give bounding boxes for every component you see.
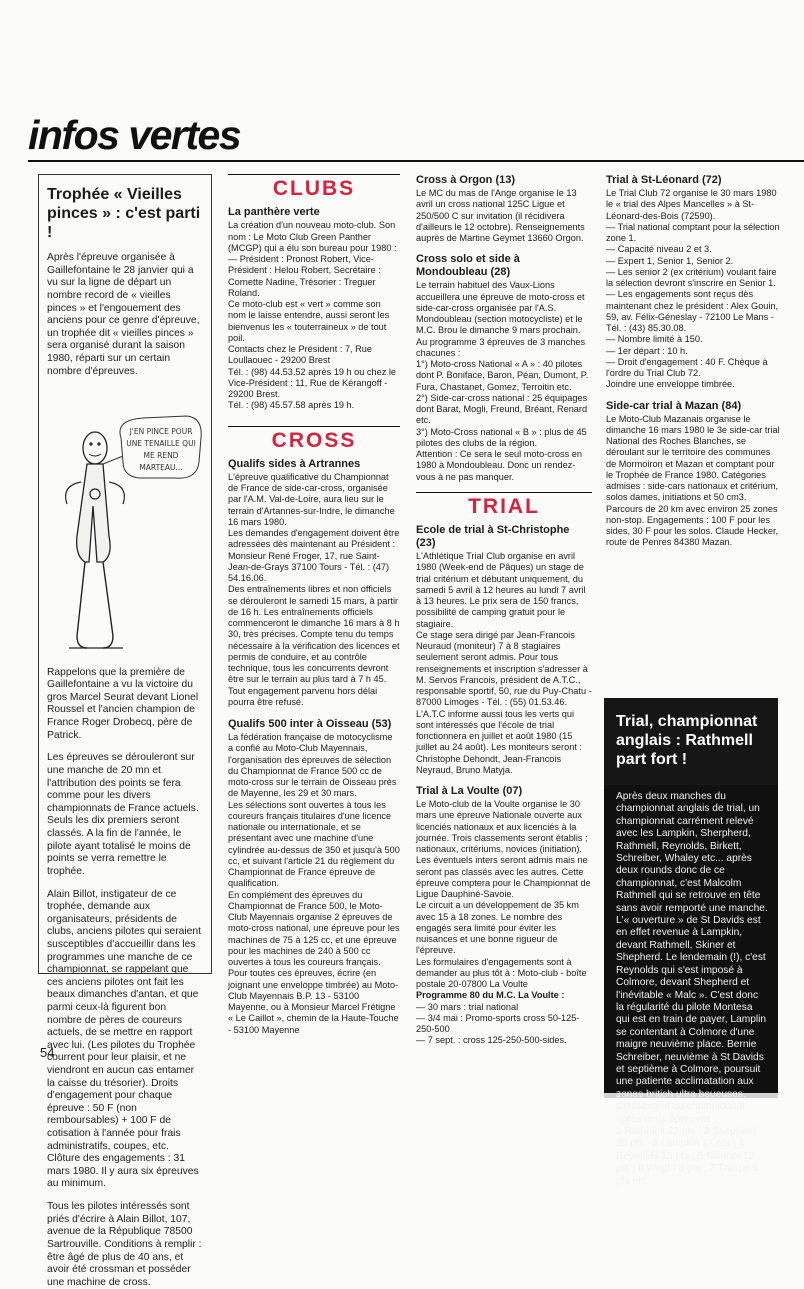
boxed-article-body (604, 785, 778, 1187)
article-text: Tout engagement parvenu hors délai pourra être refusé. (228, 685, 378, 707)
article-text: La création d'un nouveau moto-club. Son nom : Le Moto Club Green Panther (MCGP) qui a élu son bureau pour 1980 : (228, 220, 397, 253)
article-heading: Cross solo et side à Mondoubleau (28) (416, 253, 520, 279)
article-text: Ce moto-club est « vert » comme son nom le laisse entendre, aussi seront les bienvenus les « touterraineux » de tout poil. (228, 299, 390, 343)
article-text: 3°) Moto-Cross national « B » : plus de 45 pilotes des clubs de la région. (416, 426, 587, 448)
header-rule (28, 160, 804, 162)
article-text: La fédération française de motocyclisme a confié au Moto-Club Mayennais, l'organisation des épreuves de sélection du Championnat de France 500 cc de moto-cross sur le terrain de Oisseau près de Mayenne, les 29 et 30 mars. (228, 732, 397, 799)
article-text: En complément des épreuves du Championnat de France 500, le Moto-Club Mayennais organise 2 épreuves de moto-cross national, une épreuve pour les machines de 75 à 125 cc, et une épreuve pour les machines de 240 à 500 cc ouvertes à tous les coureurs français. (228, 889, 400, 967)
article-text: — Capacité niveau 2 et 3. (606, 244, 712, 255)
article-text: Attention : Ce sera le seul moto-cross en 1980 à Mondoubleau. Donc un rendez-vous à ne pas manquer. (416, 449, 582, 482)
article-text: — 3/4 mai : Promo-sports cross 50-125-250-500 (416, 1012, 580, 1034)
article-text: 2°) Side-car-cross national : 25 équipages dont Barat, Mogli, Freund, Bréant, Renard etc. (416, 392, 588, 426)
article-text: 1°) Moto-cross National « A » : 40 pilotes dont P. Boniface, Baron, Péan, Dumont, P. Fura, Chastanet, Gomez, Terroitin etc. (416, 359, 589, 392)
article-text: Le MC du mas de l'Ange organise le 13 avril un cross national 125C Ligue et 250/500 C sur invitation (il récidivera d'ailleurs le 12 octobre). Renseignements auprès de Martine Geymet 13660 Orgon. (416, 188, 585, 243)
article-text: Tél. : (98) 45.57.58 après 19 h. (228, 400, 355, 411)
page-number: 54 (40, 1045, 55, 1060)
article-text: Les sélections sont ouvertes à tous les coureurs français titulaires d'une licence nationale ou internationale, et se présentant avec une machine d'une cylindrée au-dessus de 350 et jusqu'à 500 cc, et suivant l'article 21 du règlement du Championnat de France épreuve de qualification. (228, 799, 400, 889)
article-text: — 30 mars : trial national (416, 1001, 519, 1012)
article-text: — Expert 1, Senior 1, Senior 2. (606, 255, 734, 266)
article-text: Les demandes d'engagement doivent être adressées dès maintenant au Président : Monsieur René Froger, 17, rue Saint-Jean-de-Grays 37100 Tours - Tél. : (47) 54.16.06. (228, 528, 400, 583)
article-text: L'A.T.C informe aussi tous les verts qui sont intéressés que l'école de trial fonctionnera en juillet et août 1980 (15 juillet au 24 août). Les moniteurs seront : Christophe Dehondt, Jean-Francois Neyraud, Bruno Matyja. (416, 708, 582, 775)
article-text: — Trial national comptant pour la sélection zone 1. (606, 221, 780, 243)
article-intro: Après l'épreuve organisée à Gaillefontaine le 28 janvier qui a vu sur la ligne de départ un nombre record de « vieilles pinces » et l'engouement des anciens pour ce genre d'épreuve, un trophée dit « vieilles pinces » sera organisé durant la saison 1980, réparti sur un certain nombre d'épreuves. (47, 252, 200, 377)
article-text: Le circuit a un développement de 35 km avec 15 à 18 zones. Le nombre des engagés sera limité pour éviter les nuisances et une bonne rigueur de l'épreuve. (416, 900, 579, 956)
article-heading: Ecole de trial à St-Christophe (23) (416, 524, 570, 549)
article-heading: Qualifs 500 inter à Oisseau (53) (228, 718, 392, 730)
article-heading: La panthère verte (228, 206, 320, 219)
article-p4: Tous les pilotes intéressés sont priés d'écrire à Alain Billot, 107, avenue de la République 78500 Sartrouville. Conditions à remplir : être âgé de plus de 40 ans, et avoir été crossman et posséder une machine de cross. (47, 1201, 202, 1288)
article-text: L'Athlétique Trial Club organise en avril 1980 (Week-end de Pâques) un stage de trial critérium et débutant uniquement, du samedi 5 avril à 12 heures au lundi 7 avril à 13 heures. Le prix sera de 150 francs, possibilité de camping gratuit pour le stagiaire. (416, 551, 586, 629)
article-text: — 7 sept. : cross 125-250-500-sides. (416, 1035, 567, 1046)
svg-text:MARTEAU...: MARTEAU... (139, 463, 183, 473)
cartoon-pliers-drawing (47, 386, 207, 656)
article-text: Le Trial Club 72 organise le 30 mars 1980 le « trial des Alpes Mancelles » à St-Léonard-des-Bois (72590). (606, 188, 777, 221)
section-title-clubs: CLUBS (228, 174, 400, 206)
article-text: Programme 80 du M.C. La Voulte : (416, 990, 565, 1001)
column-cross-trial (416, 174, 592, 1056)
svg-text:UNE TENAILLE QUI: UNE TENAILLE QUI (126, 439, 196, 449)
article-heading: Qualifs sides à Artrannes (228, 457, 361, 470)
article-text: Des entraînements libres et non officiels se dérouleront le samedi 15 mars, à partir de 16 h. Les entraînements officiels commenceront le dimanche 16 mars à 8 h 30, très précises. Compte tenu du temps nécessaire à la vérification des licences et permis de conduire, et au contrôle technique, tous les concurrents devront être sur le terrain au plus tard à 7 h 45. (228, 584, 400, 685)
section-title-trial: TRIAL (416, 492, 592, 524)
article-text: Le Moto-club de la Voulte organise le 30 mars une épreuve Nationale ouverte aux licenciés nationaux et aux licenciés à la journée. Trois classements seront établis ; nationaux, critériums, novices (initiation). Les éventuels inters seront admis mais ne seront pas classés avec les autres. Cette épreuve comptera pour le Championnat de Ligue Dauphiné-Savoie. (416, 799, 591, 899)
article-text: Joindre une enveloppe timbrée. (606, 379, 735, 390)
article-text: Le Moto-Club Mazanais organise le dimanche 16 mars 1980 le 3e side-car trial National des Roches Blanches, se déroulant sur le territoire des communes de Mormoiron et Mazan et comptant pour le Trophée de France 1980. Catégories admises : side-cars nationaux et critérium, solos dames, initiations et 50 cm3. Parcours de 20 km avec environ 25 zones non-stop. Engagements : 100 F pour les sides, 30 F pour les solos. Claude Hecker, route de Penres 84380 Mazan. (606, 413, 780, 548)
article-heading: Trial à St-Léonard (72) (606, 174, 722, 186)
article-p1: Rappelons que la première de Gaillefontaine a vu la victoire du gros Marcel Seurat devant Lionel Roussel et l'ancien champion de France Roger Drobecq, père de Patrick. (47, 666, 199, 741)
article-text: Tél. : (98) 44.53.52 après 19 h ou chez le Vice-Président : 11, Rue de Kérangoff - 29200 Brest. (228, 366, 397, 399)
article-text: Classement du championnat après deux épreuves : (616, 1101, 746, 1125)
article-text: — Nombre limité à 150. (606, 334, 703, 345)
article-text: — Président : Pronost Robert, Vice-Président : Helou Robert, Secrétaire : Cornette Nadine, Trésorier : Treguer Roland. (228, 254, 381, 298)
article-p3: Alain Billot, instigateur de ce trophée, demande aux organisateurs, présidents de clubs, anciens pilotes qui seraient susceptibles d'accueillir dans les programmes une manche de ce championnat, se rappelant que ces anciens pilotes ont fait les beaux dimanches d'antan, et que parmi ceux-là figurent bon nombre de pères de coureurs actuels, de se mettre en rapport avec lui. (Les pilotes du Trophée courrent pour leur plaisir, et ne viendront en aucun cas entamer la caisse du trésorier). Droits d'engagement pour chaque épreuve : 50 F (non remboursables) + 100 F de cotisation à l'année pour frais administratifs, coupes, etc. Clôture des engagements : 31 mars 1980. Il y aura six épreuves au minimum. (47, 888, 201, 1190)
article-heading: Cross à Orgon (13) (416, 174, 516, 186)
page-header-title: infos vertes (28, 112, 241, 158)
article-text: Contacts chez le Président : 7, Rue Loullaouec - 29200 Brest (228, 344, 373, 366)
article-text: — Les engagements sont reçus dès maintenant chez le président : Alex Gouin, 59, av. Félix-Géneslay - 72100 Le Mans - Tél. : (43) 85.30.08. (606, 289, 779, 333)
boxed-article-title: Trial, championnat anglais : Rathmell part fort ! (604, 698, 778, 785)
article-p2: Les épreuves se dérouleront sur une manche de 20 mn et l'attribution des points se fera comme pour les divers championnats de France actuels. Seuls les dix premiers seront classés. A la fin de l'année, le pilote ayant totalisé le moins de points se verra remettre le trophée. (47, 752, 199, 877)
article-text: Le terrain habituel des Vaux-Lions accueillera une épreuve de moto-cross et side-car-cross organisée par l'A.S. Mondoubleau (section motocycliste) et le M.C. Brou le dimanche 9 mars prochain. (416, 280, 585, 336)
cartoon-illustration (47, 386, 207, 656)
svg-text:ME REND: ME REND (143, 451, 179, 461)
article-heading: Side-car trial à Mazan (84) (606, 399, 742, 412)
article-text: Ce stage sera dirigé par Jean-Francois Neuraud (moniteur) 7 à 8 stagiaires seulement seront admis. Pour tous renseignements et inscription s'adresser à M. Servos Francois, président de A.T.C., responsable sportif, 50, rue du Puy-Chatu - 87000 Limoges - Tél. : (55) 01.53.46. (416, 629, 592, 708)
article-text: Au programme 3 épreuves de 3 manches chacunes : (416, 336, 586, 358)
article-title: Trophée « Vieilles pinces » : c'est parti ! (47, 186, 201, 241)
article-text: — Les senior 2 (ex critérium) voulant faire la sélection devront s'inscrire en Senior 1. (606, 266, 777, 288)
article-text: Les formulaires d'engagements sont à demander au plus tôt à : Moto-club - boîte postale 20-07800 La Voulte (416, 956, 587, 989)
article-text: Pour toutes ces épreuves, écrire (en joignant une enveloppe timbrée) au Moto-Club Mayennais B.P. 13 - 53100 Mayenne, ou à Monsieur Marcel Frétigne « Le Caillot », chemin de la Haute-Touche - 53100 Mayenne (228, 968, 399, 1035)
article-text: Après deux manches du championnat anglais de trial, un championnat carrément relevé avec les Lampkin, Sherpherd, Rathmell, Reynolds, Birkett, Schreiber, Whaley etc... après deux rounds donc de ce championnat, c'est Malcolm Rathmell qui se retrouve en tête sans avoir remporté une manche. L'« ouverture » de St Davids est en effet revenue à Lampkin, devant Rathmell, Skiner et Shepherd. Le lendemain (!), c'est Reynolds qui s'est imposé à Colmore, devant Shepherd et l'inévitable « Malc ». C'est donc la régularité du pilote Montesa qui est en train de payer, Lamplin se contentant à Colmore d'une maigre neuvième place. Bernie Schreiber, neuvième à St Davids et septième à Colmore, poursuit une patiente acclimatation aux zones british ultra boueuses. (616, 791, 768, 1100)
article-text: L'épreuve qualificative du Championnat de France de side-car-cross, organisée par l'A.M. Val-de-Loire, aura lieu sur le terrain d'Artannes-sur-Indre, le dimanche 16 mars 1980. (228, 471, 395, 527)
column-trial (606, 174, 782, 558)
article-text: 1 Rathmell 22 pts ; 2 Shepherd 20 pts ; 3 Lampkin 17 pts ; 4 Reynolds 15 pts ; 5 Skinner 12 pts ; 6 Wright 8 pts ; 7 Thorpe 6 pts etc. (616, 1125, 759, 1187)
column-clubs-cross (228, 174, 400, 1045)
article-text: — Droit d'engagement : 40 F. Chèque à l'ordre du Trial Club 72. (606, 356, 768, 378)
section-title-cross: CROSS (228, 426, 400, 458)
rathmell-boxed-article (604, 698, 778, 1187)
svg-text:J'EN PINCE POUR: J'EN PINCE POUR (129, 427, 193, 437)
article-heading: Trial à La Voulte (07) (416, 785, 523, 797)
article-text: — 1er départ : 10 h. (606, 345, 688, 356)
